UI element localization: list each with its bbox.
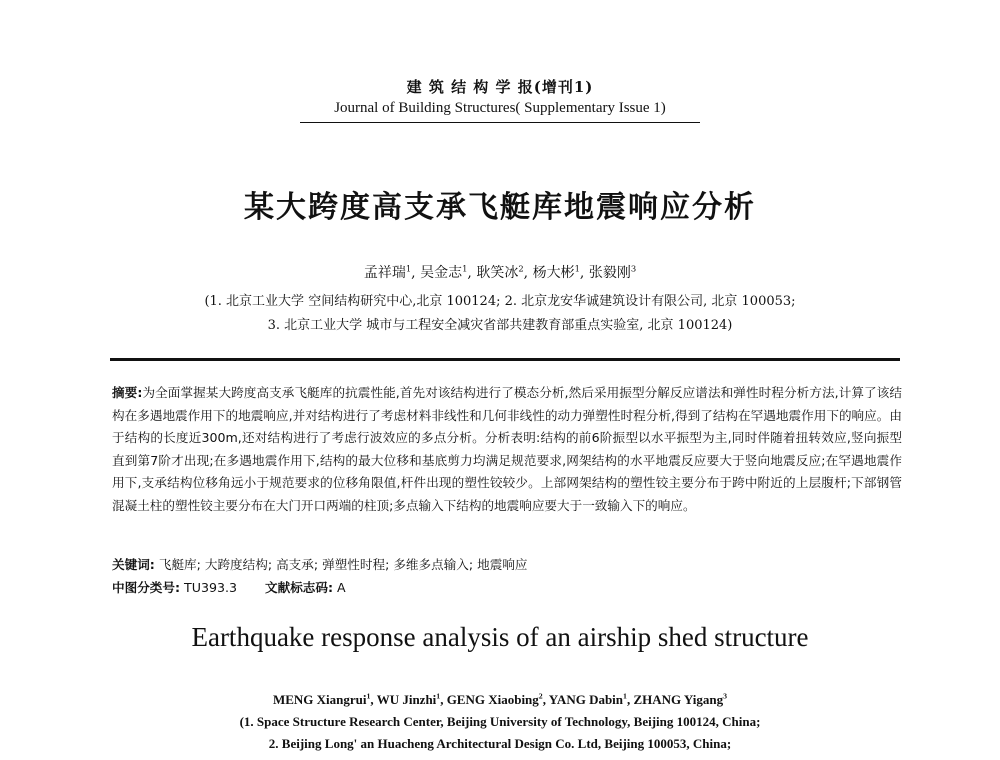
- author-en: WU Jinzhi: [376, 692, 437, 707]
- abstract-paragraph: [112, 382, 902, 517]
- header-rule: [300, 122, 700, 123]
- author-affiliation-mark: 1: [574, 263, 580, 274]
- doc-code-value: A: [337, 580, 346, 595]
- author-cn: 吴金志: [420, 265, 463, 281]
- keywords-label: 关键词:: [112, 557, 155, 572]
- journal-name-en: Journal of Building Structures( Supplementary Issue 1): [334, 100, 666, 116]
- author-cn: 耿笑冰: [476, 265, 519, 281]
- author-en: ZHANG Yigang: [633, 692, 724, 707]
- classification-line: [112, 577, 902, 599]
- author-en: GENG Xiaobing: [446, 692, 539, 707]
- affiliation-en-line: 2. Beijing Long' an Huacheng Architectural Design Co. Ltd, Beijing 100053, China;: [268, 736, 732, 751]
- paper-title-en: Earthquake response analysis of an airship shed structure: [191, 622, 809, 652]
- section-divider: [110, 358, 900, 361]
- author-list-en: MENG Xiangrui$^1$, WU Jinzhi$^1$, GENG Xiaobing$^2$, YANG Dabin$^1$, ZHANG Yigang$^3$: [272, 691, 728, 707]
- clc-value: TU393.3: [184, 580, 237, 595]
- author-affiliation-mark: 3: [723, 691, 728, 701]
- keywords-text: 飞艇库; 大跨度结构; 高支承; 弹塑性时程; 多维多点输入; 地震响应: [158, 557, 528, 572]
- author-affiliation-mark: 1: [436, 691, 441, 701]
- clc-label: 中图分类号:: [112, 580, 181, 595]
- affiliation-en-line: (1. Space Structure Research Center, Beijing University of Technology, Beijing 100124, China;: [239, 714, 761, 729]
- abstract-label: 摘要:: [112, 385, 143, 400]
- doc-code-label: 文献标志码:: [265, 580, 334, 595]
- author-en: MENG Xiangrui: [272, 692, 367, 707]
- author-cn: 孟祥瑞: [363, 265, 406, 281]
- affiliation-cn-line: (1. 北京工业大学 空间结构研究中心,北京 100124; 2. 北京龙安华诚建筑设计有限公司, 北京 100053;: [204, 294, 796, 309]
- paper-title-cn: 某大跨度高支承飞艇库地震响应分析: [244, 190, 756, 225]
- author-affiliation-mark: 1: [623, 691, 627, 701]
- author-list-cn: 孟祥瑞$^1$, 吴金志$^1$, 耿笑冰$^2$, 杨大彬$^1$, 张毅刚$^3$: [363, 263, 637, 281]
- abstract-text: 为全面掌握某大跨度高支承飞艇库的抗震性能,首先对该结构进行了模态分析,然后采用振型分解反应谱法和弹性时程分析方法,计算了该结构在多遇地震作用下的地震响应,并对结构进行了考虑材料非线性和几何非线性的动力弹塑性时程分析,得到了结构在罕遇地震作用下的响应。由于结构的长度近300m,还对结构进行了考虑行波效应的多点分析。分析表明:结构的前6阶振型以水平振型为主,同时伴随着扭转效应,竖向振型直到第7阶才出现;在多遇地震作用下,结构的最大位移和基底剪力均满足规范要求,网架结构的水平地震反应要大于竖向地震反应;在罕遇地震作用下,支承结构位移角远小于规范要求的位移角限值,杆件出现的塑性铰较少。上部网架结构的塑性铰主要分布于跨中附近的上层腹杆;下部钢管混凝土柱的塑性铰主要分布在大门开口两端的柱顶;多点输入下结构的地震响应要大于一致输入下的响应。: [112, 385, 902, 513]
- affiliation-cn-line: 3. 北京工业大学 城市与工程安全减灾省部共建教育部重点实验室, 北京 100124): [267, 318, 733, 333]
- author-cn: 张毅刚: [588, 265, 631, 281]
- author-affiliation-mark: 2: [518, 263, 524, 274]
- author-affiliation-mark: 1: [366, 691, 371, 701]
- author-affiliation-mark: 1: [405, 263, 412, 274]
- author-affiliation-mark: 3: [630, 263, 637, 274]
- author-affiliation-mark: 1: [462, 263, 468, 274]
- author-en: YANG Dabin: [548, 692, 624, 707]
- author-cn: 杨大彬: [532, 265, 575, 281]
- keywords-line: [112, 554, 902, 576]
- journal-name-cn: 建 筑 结 构 学 报(增刊1): [406, 78, 594, 96]
- author-affiliation-mark: 2: [538, 691, 543, 701]
